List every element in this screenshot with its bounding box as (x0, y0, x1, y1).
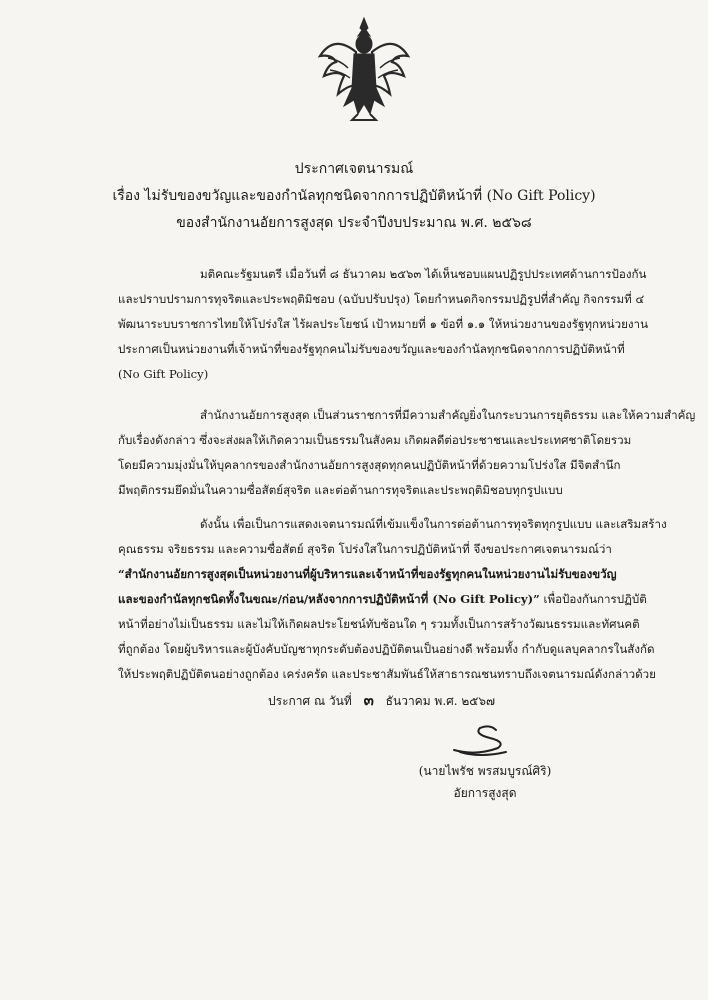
announcement-date (268, 688, 495, 712)
paragraph-2-line: สำนักงานอัยการสูงสุด เป็นส่วนราชการที่มีความสำคัญยิ่งในกระบวนการยุติธรรม และให้ความสำคัญ (200, 408, 696, 422)
paragraph-2-line: มีพฤติกรรมยึดมั่นในความซื่อสัตย์สุจริต และต่อต้านการทุจริตและประพฤติมิชอบทุกรูปแบบ (118, 483, 563, 497)
paragraph-3-declaration-end: และของกำนัลทุกชนิดทั้งในขณะ/ก่อน/หลังจากการปฏิบัติหน้าที่ (No Gift Policy)” (118, 592, 540, 606)
paragraph-3 (118, 512, 667, 687)
date-month-year: ธันวาคม พ.ศ. ๒๕๖๗ (385, 694, 496, 708)
paragraph-1 (118, 262, 648, 387)
paragraph-1-line: พัฒนาระบบราชการไทยให้โปร่งใส ไร้ผลประโยชน์ เป้าหมายที่ ๑ ข้อที่ ๑.๑ ให้หน่วยงานของรัฐทุกหน่วยงาน (118, 317, 648, 331)
paragraph-2 (118, 403, 696, 503)
paragraph-3-line (118, 587, 647, 612)
signer-position: อัยการสูงสุด (453, 786, 517, 800)
paragraph-3-line-rest: เพื่อป้องกันการปฏิบัติ (539, 592, 647, 606)
handwritten-signature (446, 722, 516, 762)
paragraph-1-line: (No Gift Policy) (118, 367, 209, 381)
signer-name: (นายไพรัช พรสมบูรณ์ศิริ) (418, 764, 552, 778)
signer-block (400, 760, 570, 804)
document-title: ประกาศเจตนารมณ์ (294, 161, 414, 177)
paragraph-3-declaration: “สำนักงานอัยการสูงสุดเป็นหน่วยงานที่ผู้บริหารและเจ้าหน้าที่ของรัฐทุกคนในหน่วยงานไม่รับของขวัญ (118, 567, 617, 581)
paragraph-2-line: กับเรื่องดังกล่าว ซึ่งจะส่งผลให้เกิดความเป็นธรรมในสังคม เกิดผลดีต่อประชาชนและประเทศชาติโดยรวม (118, 433, 632, 447)
paragraph-1-line: ประกาศเป็นหน่วยงานที่เจ้าหน้าที่ของรัฐทุกคนไม่รับของขวัญและของกำนัลทุกชนิดจากการปฏิบัติหน้าที่ (118, 342, 625, 356)
date-prefix: ประกาศ ณ วันที่ (268, 694, 352, 708)
document-title-block (0, 156, 708, 237)
paragraph-1-line: และปราบปรามการทุจริตและประพฤติมิชอบ (ฉบับปรับปรุง) โดยกำหนดกิจกรรมปฏิรูปที่สำคัญ กิจกรรมที่ ๔ (118, 292, 645, 306)
document-subject: เรื่อง ไม่รับของขวัญและของกำนัลทุกชนิดจากการปฏิบัติหน้าที่ (No Gift Policy) (112, 188, 596, 204)
paragraph-1-line: มติคณะรัฐมนตรี เมื่อวันที่ ๘ ธันวาคม ๒๕๖๓ ได้เห็นชอบแผนปฏิรูปประเทศด้านการป้องกัน (200, 267, 647, 281)
paragraph-3-line: หน้าที่อย่างไม่เป็นธรรม และไม่ให้เกิดผลประโยชน์ทับซ้อนใด ๆ รวมทั้งเป็นการสร้างวัฒนธรรมและทัศนคติ (118, 617, 640, 631)
paragraph-2-line: โดยมีความมุ่งมั่นให้บุคลากรของสำนักงานอัยการสูงสุดทุกคนปฏิบัติหน้าที่ด้วยความโปร่งใส มีจิตสำนึก (118, 458, 621, 472)
paragraph-3-line: ให้ประพฤติปฏิบัติตนอย่างถูกต้อง เคร่งครัด และประชาสัมพันธ์ให้สาธารณชนทราบถึงเจตนารมณ์ดังกล่าวด้วย (118, 667, 656, 681)
paragraph-3-line: คุณธรรม จริยธรรม และความซื่อสัตย์ สุจริต โปร่งใสในการปฏิบัติหน้าที่ จึงขอประกาศเจตนารมณ์ว่า (118, 542, 612, 556)
paragraph-3-line: ที่ถูกต้อง โดยผู้บริหารและผู้บังคับบัญชาทุกระดับต้องปฏิบัติตนเป็นอย่างดี พร้อมทั้ง กำกับดูแลบุคลากรในสังกัด (118, 642, 655, 656)
paragraph-3-line: ดังนั้น เพื่อเป็นการแสดงเจตนารมณ์ที่เข้มแข็งในการต่อต้านการทุจริตทุกรูปแบบ และเสริมสร้าง (200, 517, 667, 531)
garuda-emblem-icon (314, 14, 414, 124)
date-day: ๓ (363, 691, 374, 709)
document-subject-line2: ของสำนักงานอัยการสูงสุด ประจำปีงบประมาณ พ.ศ. ๒๕๖๘ (176, 215, 532, 231)
